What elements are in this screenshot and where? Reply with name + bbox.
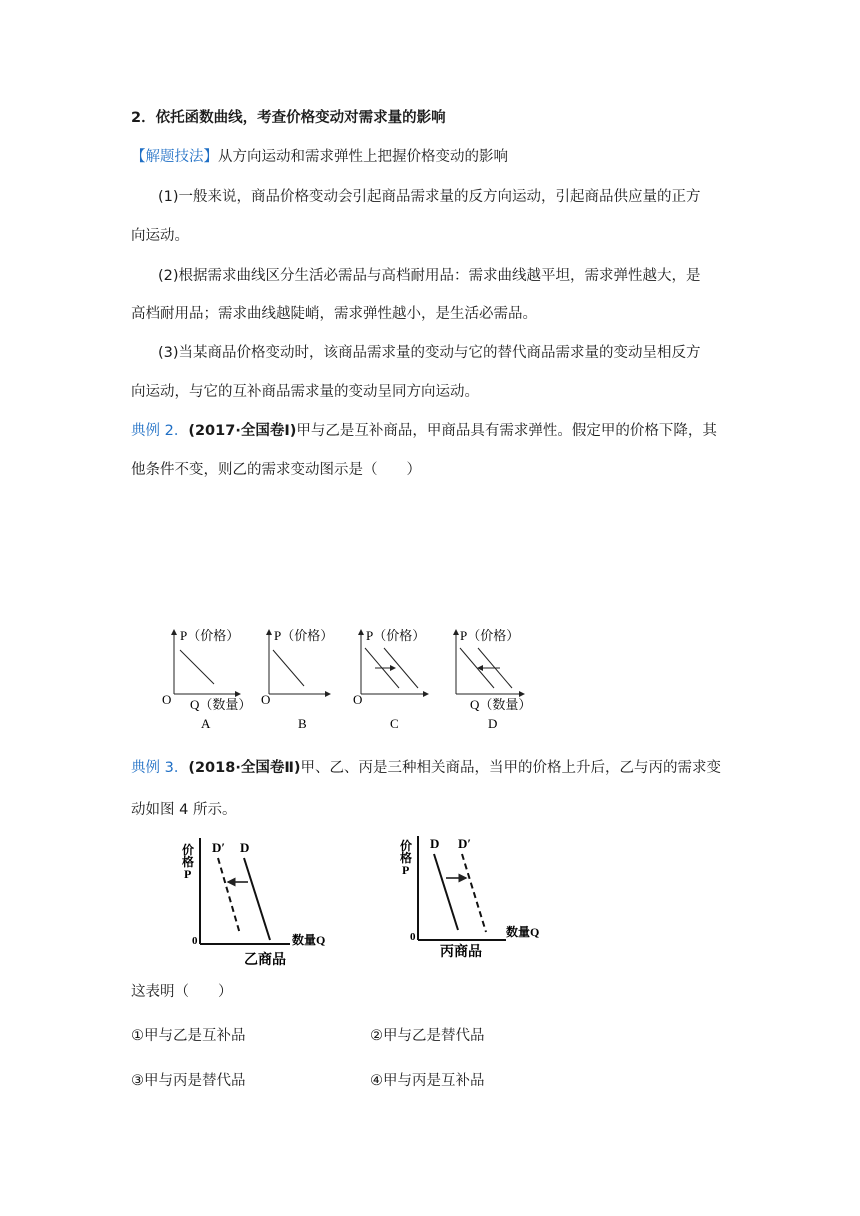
option-1: ①甲与乙是互补品 [131, 1028, 246, 1044]
bing-curve-solid-label: D [430, 836, 440, 851]
graph-a-origin: O [162, 692, 172, 707]
example-3-line-2: 动如图 4 所示。 [131, 802, 237, 818]
yi-origin: 0 [192, 935, 198, 947]
graph-a-letter: A [201, 716, 211, 731]
option-2: ②甲与乙是替代品 [370, 1028, 485, 1044]
graph-c-letter: C [390, 716, 399, 731]
yi-xlabel: 数量Q [292, 933, 326, 947]
point-2-line-2: 高档耐用品；需求曲线越陡峭，需求弹性越小，是生活必需品。 [131, 306, 537, 322]
yi-ylabel-3: P [184, 867, 192, 881]
graph-a-ylabel: P（价格） [180, 628, 240, 643]
tip-text: 从方向运动和需求弹性上把握价格变动的影响 [218, 149, 508, 165]
example-2-source: (2017·全国卷Ⅰ) [188, 423, 297, 439]
yi-ylabel-2: 格 [182, 855, 195, 869]
example-3-source: (2018·全国卷Ⅱ) [188, 760, 301, 776]
graph-c-origin: O [353, 692, 363, 707]
point-1-line-1: (1)一般来说，商品价格变动会引起商品需求量的反方向运动，引起商品供应量的正方 [158, 189, 701, 205]
figure-bing-goods [398, 832, 558, 968]
yi-curve-dash-label: D′ [212, 840, 226, 855]
example-2-label: 典例 2． [131, 423, 189, 439]
yi-curve-dashed [218, 858, 240, 934]
example-2-graphs [160, 624, 540, 736]
graph-b-letter: B [298, 716, 307, 731]
point-3-line-2: 向运动，与它的互补商品需求量的变动呈同方向运动。 [131, 384, 479, 400]
option-4: ④甲与丙是互补品 [370, 1073, 485, 1089]
bing-curve-dashed [462, 854, 486, 932]
tip-tag: 【解题技法】 [131, 149, 218, 165]
example-2-text: 甲与乙是互补商品，甲商品具有需求弹性。假定甲的价格下降，其 [296, 423, 717, 439]
graph-b [261, 628, 333, 731]
figure-yi-goods [180, 832, 340, 968]
yi-ylabel-1: 价 [182, 843, 195, 857]
example-3-question: 这表明（ ） [131, 984, 233, 1000]
graph-a [162, 628, 251, 731]
graph-c-ylabel: P（价格） [366, 628, 426, 643]
point-3-line-1: (3)当某商品价格变动时，该商品需求量的变动与它的替代商品需求量的变动呈相反方 [158, 345, 701, 361]
yi-curve-solid-label: D [240, 840, 250, 855]
point-2-line-1: (2)根据需求曲线区分生活必需品与高档耐用品：需求曲线越平坦，需求弹性越大，是 [158, 268, 701, 284]
graph-d-xlabel: Q（数量） [470, 697, 532, 712]
graph-b-ylabel: P（价格） [274, 628, 334, 643]
bing-origin: 0 [410, 931, 416, 943]
section-heading: 2．依托函数曲线，考查价格变动对需求量的影响 [131, 110, 446, 126]
yi-caption: 乙商品 [244, 953, 286, 968]
example-3-label: 典例 3． [131, 760, 189, 776]
bing-ylabel-3: P [402, 863, 410, 877]
graph-d-letter: D [488, 716, 498, 731]
bing-curve-dash-label: D′ [458, 836, 472, 851]
example-2-line-2: 他条件不变，则乙的需求变动图示是（ ） [131, 462, 421, 478]
yi-curve-solid [244, 858, 270, 940]
graph-b-origin: O [261, 692, 271, 707]
bing-ylabel-1: 价 [400, 839, 413, 853]
bing-curve-solid [434, 854, 458, 930]
bing-xlabel: 数量Q [506, 925, 540, 939]
bing-caption: 丙商品 [440, 945, 482, 960]
option-3: ③甲与丙是替代品 [131, 1073, 246, 1089]
bing-ylabel-2: 格 [400, 851, 413, 865]
graph-d-ylabel: P（价格） [460, 628, 520, 643]
tip-line [131, 147, 508, 167]
graph-a-xlabel: Q（数量） [190, 697, 252, 712]
example-3-text: 甲、乙、丙是三种相关商品，当甲的价格上升后，乙与丙的需求变 [300, 760, 722, 776]
graph-c [353, 628, 428, 731]
point-1-line-2: 向运动。 [131, 228, 189, 244]
example-3-line-1 [131, 758, 721, 778]
example-2-line-1 [131, 421, 717, 441]
graph-d [456, 628, 531, 731]
